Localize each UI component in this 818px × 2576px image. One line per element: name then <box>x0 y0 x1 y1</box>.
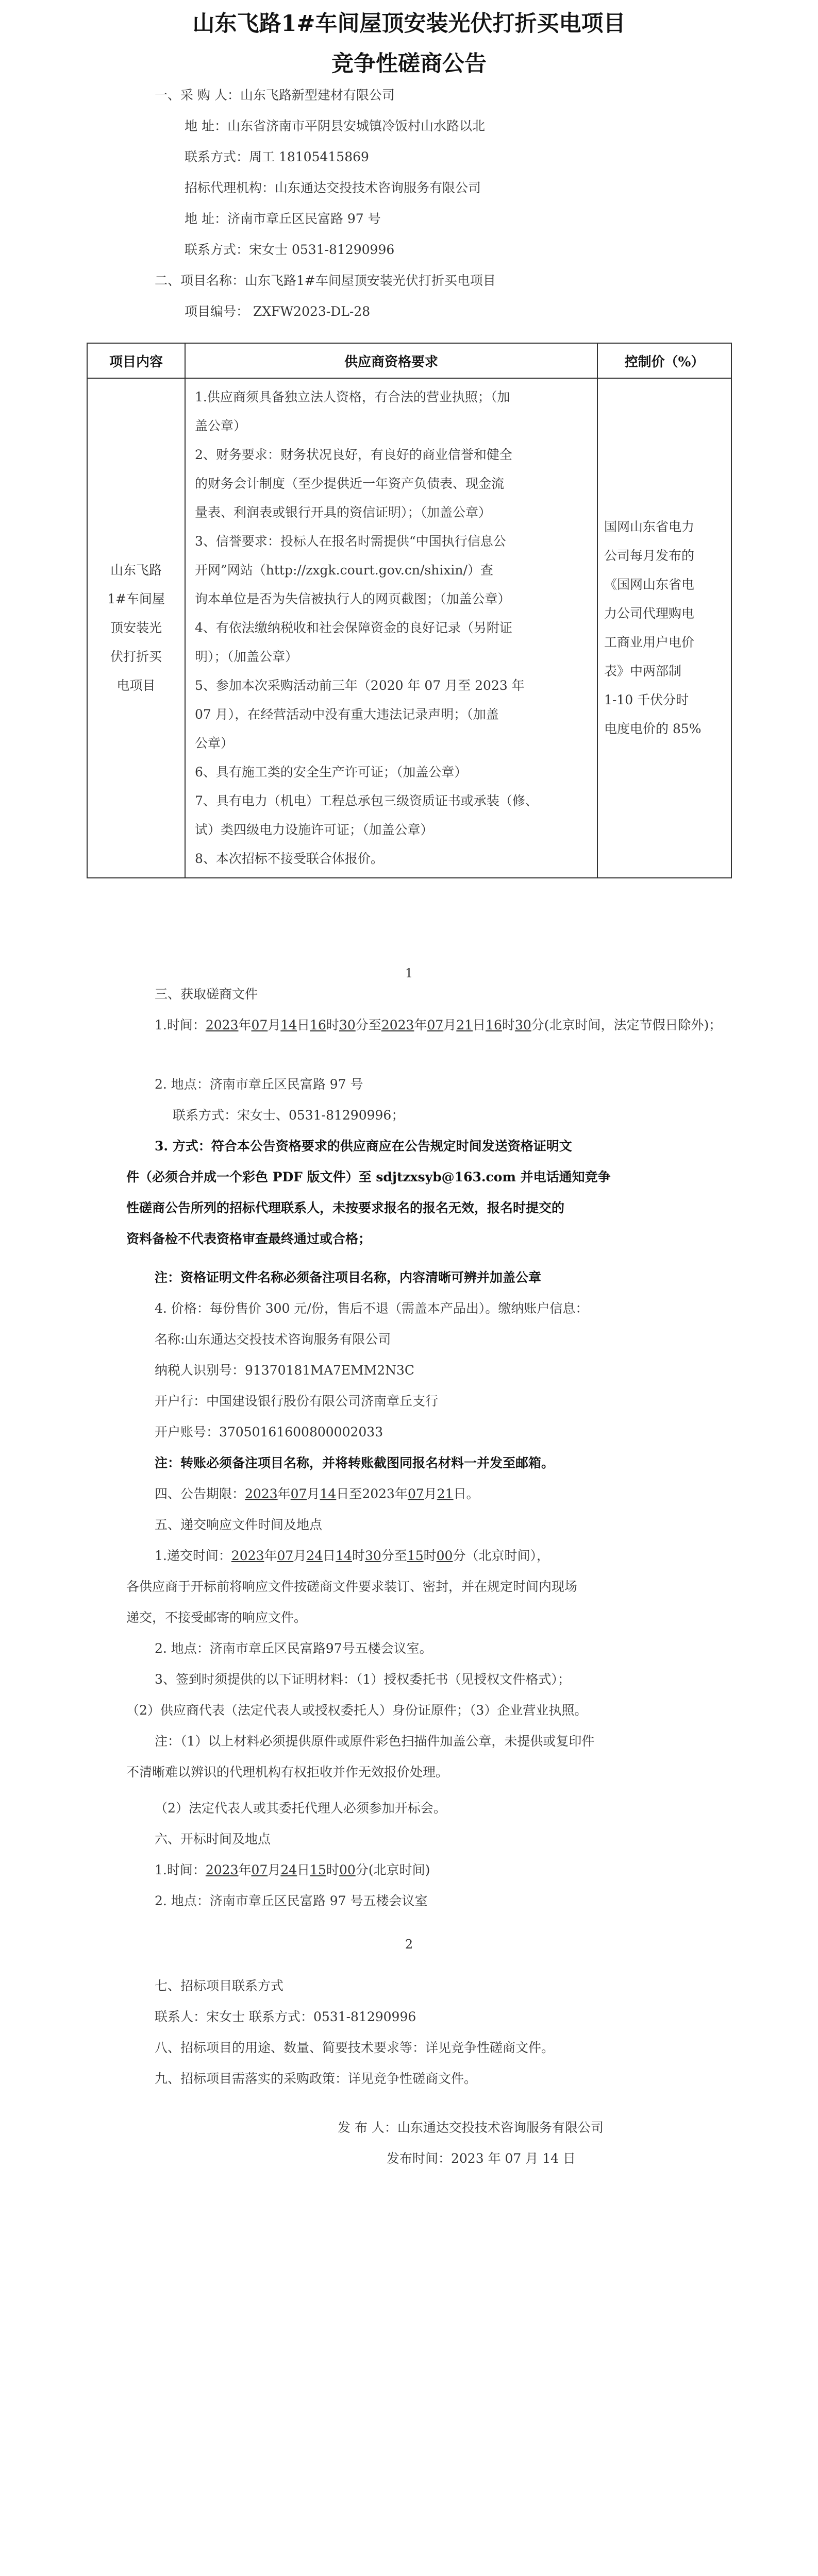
project-line: 伏打折买 <box>110 649 162 664</box>
s5-docs-line: （2）供应商代表（法定代表人或授权委托人）身份证原件；（3）企业营业执照。 <box>126 1703 588 1718</box>
page-2 <box>0 979 818 2112</box>
requirement-line: 07 月），在经营活动中没有重大违法记录声明；（加盖 <box>195 707 499 722</box>
requirement-line: 盖公章） <box>195 418 247 433</box>
requirement-line: 询本单位是否为失信被执行人的网页截图；（加盖公章） <box>195 591 511 606</box>
requirement-line: 5、参加本次采购活动前三年（2020 年 07 月至 2023 年 <box>195 678 525 693</box>
price-line: 1-10 千伏分时 <box>604 692 689 707</box>
section-7-heading: 七、招标项目联系方式 <box>155 1978 284 1993</box>
info-project-code: 项目编号： ZXFW2023-DL-28 <box>185 304 371 319</box>
project-line: 山东飞路 <box>110 563 162 578</box>
page-3 <box>0 2112 818 2576</box>
requirement-line: 3、信誉要求：投标人在报名时需提供“中国执行信息公 <box>195 534 506 549</box>
s3-method-line: 件（必须合并成一个彩色 PDF 版文件）至 sdjtzxsyb@163.com 并电话通知竞争 <box>126 1170 611 1184</box>
s5-place: 2. 地点：济南市章丘区民富路97号五楼会议室。 <box>155 1641 432 1656</box>
project-line: 1#车间屋 <box>107 591 165 606</box>
s3-note-1: 注：资格证明文件名称必须备注项目名称，内容清晰可辨并加盖公章 <box>155 1270 542 1285</box>
s3-bank: 开户行：中国建设银行股份有限公司济南章丘支行 <box>155 1394 439 1409</box>
info-buyer: 一、采 购 人：山东飞路新型建材有限公司 <box>155 88 395 103</box>
info-agency-address: 地 址：济南市章丘区民富路 97 号 <box>185 211 381 226</box>
price-line: 电度电价的 85% <box>604 721 702 736</box>
document-title: 山东飞路1#车间屋顶安装光伏打折买电项目 <box>192 11 626 37</box>
price-line: 国网山东省电力 <box>604 519 695 534</box>
project-line: 电项目 <box>116 678 156 693</box>
document-subtitle: 竞争性磋商公告 <box>331 51 487 77</box>
s4-period-line: 四、公告期限：2023年07月14日至2023年07月21日。 <box>155 1486 479 1501</box>
cell-requirements <box>185 378 597 878</box>
s3-method-line: 资料备检不代表资格审查最终通过或合格； <box>126 1231 372 1246</box>
header-project: 项目内容 <box>87 343 185 378</box>
s3-account-name: 名称:山东通达交投技术咨询服务有限公司 <box>155 1332 391 1347</box>
publish-time: 发布时间：2023 年 07 月 14 日 <box>387 2151 576 2166</box>
s3-price-line: 4. 价格：每份售价 300 元/份，售后不退（需盖本产品出）。缴纳账户信息： <box>155 1301 589 1316</box>
s5-docs-line: 3、签到时须提供的以下证明材料：（1）授权委托书（见授权文件格式）； <box>155 1672 571 1687</box>
requirement-line: 2、财务要求：财务状况良好，有良好的商业信誉和健全 <box>195 447 512 462</box>
requirement-line: 公章） <box>195 736 234 751</box>
page-number: 2 <box>405 1937 413 1952</box>
s5-docs-line: 不清晰难以辨识的代理机构有权拒收并作无效报价处理。 <box>126 1765 449 1780</box>
info-agency-contact: 联系方式：宋女士 0531-81290996 <box>185 242 395 257</box>
price-line: 表》中两部制 <box>604 664 682 679</box>
project-line: 顶安装光 <box>110 620 162 635</box>
price-line: 工商业用户电价 <box>604 635 695 650</box>
s5-desc-line: 各供应商于开标前将响应文件按磋商文件要求装订、密封，并在规定时间内现场 <box>126 1579 578 1594</box>
s3-time-line: 1.时间：2023年07月14日16时30分至2023年07月21日16时30分(北京时间，法定节假日除外)； <box>155 1018 722 1032</box>
section-6-heading: 六、开标时间及地点 <box>155 1832 271 1846</box>
qualification-table <box>87 343 732 878</box>
section-8: 八、招标项目的用途、数量、简要技术要求等：详见竞争性磋商文件。 <box>155 2040 555 2055</box>
requirement-line: 开网”网站（http://zxgk.court.gov.cn/shixin/）查 <box>195 563 493 578</box>
section-3-heading: 三、获取磋商文件 <box>155 987 258 1002</box>
s6-place: 2. 地点：济南市章丘区民富路 97 号五楼会议室 <box>155 1893 428 1908</box>
requirement-line: 4、有依法缴纳税收和社会保障资金的良好记录（另附证 <box>195 620 512 635</box>
s3-contact: 联系方式：宋女士、0531-81290996； <box>173 1108 405 1123</box>
requirement-line: 试）类四级电力设施许可证；（加盖公章） <box>195 822 433 837</box>
requirement-line: 7、具有电力（机电）工程总承包三级资质证书或承装（修、 <box>195 793 538 808</box>
s3-method-line: 性磋商公告所列的招标代理联系人，未按要求报名的报名无效，报名时提交的 <box>126 1200 565 1215</box>
requirement-line: 6、具有施工类的安全生产许可证；（加盖公章） <box>195 765 468 779</box>
section-9: 九、招标项目需落实的采购政策：详见竞争性磋商文件。 <box>155 2071 477 2086</box>
table-row <box>87 378 731 878</box>
price-line: 公司每月发布的 <box>604 548 695 563</box>
requirement-line: 明）；（加盖公章） <box>195 649 298 664</box>
header-control-price: 控制价（%） <box>597 343 731 378</box>
publisher: 发 布 人：山东通达交投技术咨询服务有限公司 <box>338 2120 604 2135</box>
price-line: 《国网山东省电 <box>604 577 695 592</box>
s6-time-line: 1.时间：2023年07月24日15时00分(北京时间) <box>155 1862 430 1877</box>
header-requirements: 供应商资格要求 <box>185 343 597 378</box>
s3-tax-id: 纳税人识别号：91370181MA7EMM2N3C <box>155 1363 415 1378</box>
s3-place: 2. 地点：济南市章丘区民富路 97 号 <box>155 1077 363 1092</box>
s3-method-line: 3. 方式：符合本公告资格要求的供应商应在公告规定时间发送资格证明文 <box>155 1139 572 1154</box>
section-5-heading: 五、递交响应文件时间及地点 <box>155 1517 323 1532</box>
requirement-line: 的财务会计制度（至少提供近一年资产负债表、现金流 <box>195 476 505 491</box>
s5-desc-line: 递交，不接受邮寄的响应文件。 <box>126 1610 307 1625</box>
s5-time-line: 1.递交时间：2023年07月24日14时30分至15时00分（北京时间）， <box>155 1548 549 1563</box>
s5-docs-line: （2）法定代表人或其委托代理人必须参加开标会。 <box>155 1801 446 1816</box>
table-header-row <box>87 343 731 378</box>
info-buyer-contact: 联系方式：周工 18105415869 <box>185 149 369 164</box>
info-project-name: 二、项目名称：山东飞路1#车间屋顶安装光伏打折买电项目 <box>155 273 496 288</box>
requirement-line: 量表、利润表或银行开具的资信证明）；（加盖公章） <box>195 505 492 520</box>
s7-contact: 联系人：宋女士 联系方式：0531-81290996 <box>155 2009 416 2024</box>
requirement-line: 1.供应商须具备独立法人资格，有合法的营业执照；（加 <box>195 389 510 404</box>
page-number: 1 <box>405 966 413 980</box>
s3-account-number: 开户账号：37050161600800002033 <box>155 1425 383 1439</box>
requirement-line: 8、本次招标不接受联合体报价。 <box>195 851 383 866</box>
info-buyer-address: 地 址：山东省济南市平阴县安城镇冷饭村山水路以北 <box>185 118 485 133</box>
price-line: 力公司代理购电 <box>604 606 695 621</box>
s3-note-2: 注：转账必须备注项目名称，并将转账截图同报名材料一并发至邮箱。 <box>155 1455 555 1470</box>
page-1 <box>0 0 818 979</box>
cell-control-price <box>597 378 731 878</box>
s5-docs-line: 注：（1）以上材料必须提供原件或原件彩色扫描件加盖公章，未提供或复印件 <box>155 1734 595 1749</box>
info-agency: 招标代理机构：山东通达交投技术咨询服务有限公司 <box>185 180 481 195</box>
cell-project <box>87 378 185 878</box>
